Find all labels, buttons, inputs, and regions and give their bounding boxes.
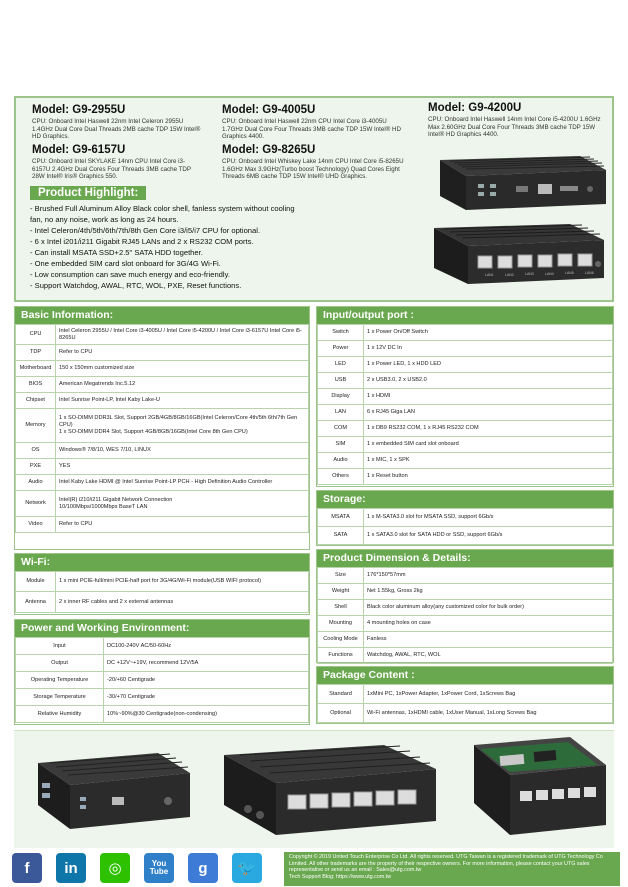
spec-row [318, 389, 613, 405]
spec-key: Input [16, 638, 104, 655]
spec-value: 2 x inner RF cables and 2 x external antennas [56, 592, 309, 613]
dimension-panel [316, 549, 614, 663]
port-label: LAN1 [485, 273, 494, 277]
spec-value: 4 mounting holes on case [364, 616, 613, 632]
spec-row [318, 325, 613, 341]
dimension-table [317, 567, 613, 664]
wifi-title: Wi-Fi: [15, 554, 309, 571]
highlight-item: - One embedded SIM card slot onboard for 3G/4G Wi-Fi. [30, 259, 221, 268]
mini-pc-back-image [420, 222, 610, 296]
spec-key: MSATA [318, 509, 364, 527]
model-name: Model: G9-8265U [222, 144, 316, 156]
model-name: Model: G9-6157U [32, 144, 126, 156]
spec-key: Relative Humidity [16, 706, 104, 723]
spec-value: 1 x MIC, 1 x SPK [364, 453, 613, 469]
spec-row [16, 393, 309, 409]
spec-row [318, 357, 613, 373]
spec-value: Intel Kaby Lake HDMI @ Intel Sunrise Point-LP PCH - High Definition Audio Controller [56, 475, 309, 491]
spec-row [318, 704, 613, 723]
spec-key: Memory [16, 409, 56, 443]
highlight-item: - Low consumption can save much energy and eco-friendly. [30, 270, 230, 279]
spec-value: Net 1.55kg, Gross 2kg [364, 584, 613, 600]
spec-key: Power [318, 341, 364, 357]
highlight-item: - Can install MSATA SSD+2.5" SATA HDD together. [30, 248, 203, 257]
wechat-icon[interactable]: ◎ [100, 853, 130, 883]
basic-info-panel [14, 306, 310, 550]
spec-row [318, 584, 613, 600]
spec-key: COM [318, 421, 364, 437]
highlight-list [30, 203, 360, 291]
spec-row [318, 437, 613, 453]
spec-value: DC +12V~+19V, recommend 12V/5A [104, 655, 309, 672]
spec-key: Standard [318, 685, 364, 704]
spec-key: BIOS [16, 377, 56, 393]
package-table [317, 684, 613, 723]
mini-pc-front-image [420, 148, 610, 218]
spec-row [16, 475, 309, 491]
spec-row [16, 672, 309, 689]
model-name: Model: G9-4200U [428, 102, 522, 114]
spec-value: 1 x embedded SIM card slot onboard [364, 437, 613, 453]
spec-key: Display [318, 389, 364, 405]
spec-row [318, 685, 613, 704]
spec-value: 150 x 150mm customized size [56, 361, 309, 377]
spec-value: 1 x Power On/Off Switch [364, 325, 613, 341]
youtube-icon[interactable]: You Tube [144, 853, 174, 883]
spec-key: Chipset [16, 393, 56, 409]
spec-key: Network [16, 491, 56, 517]
spec-value: DC100-240V AC/50-60Hz [104, 638, 309, 655]
spec-key: TDP [16, 345, 56, 361]
spec-row [318, 616, 613, 632]
spec-key: Video [16, 517, 56, 533]
spec-key: SATA [318, 527, 364, 545]
spec-value: Black color aluminum alloy(any customized color for bulk order) [364, 600, 613, 616]
spec-row [16, 377, 309, 393]
google-plus-icon[interactable]: g [188, 853, 218, 883]
highlight-item: - 6 x Intel i201/i211 Gigabit RJ45 LANs and 2 x RS232 COM ports. [30, 237, 254, 246]
model-desc: CPU: Onboard Intel Haswell 22nm CPU Intel Core i3-4005U 1.7GHz Dual Core Four Threads 3MB cache TDP 15W Intel® HD Graphics 4400. [222, 118, 401, 141]
basic-info-table [15, 324, 309, 533]
spec-row [318, 568, 613, 584]
io-panel [316, 306, 614, 487]
highlight-item: - Brushed Full Aluminum Alloy Black color shell, fanless system without cooling [30, 204, 295, 213]
spec-value: 1 x Reset button [364, 469, 613, 485]
spec-key: LED [318, 357, 364, 373]
spec-value: YES [56, 459, 309, 475]
highlight-title: Product Highlight: [30, 186, 146, 200]
model-desc: CPU: Onboard Intel SKYLAKE 14nm CPU Intel Core i3-6157U 2.4GHz Dual Cores Four Threads 3MB cache TDP 28W Intel® Iris® Graphics 550. [32, 158, 191, 181]
wifi-panel [14, 553, 310, 615]
spec-key: Operating Temperature [16, 672, 104, 689]
spec-key: Module [16, 572, 56, 592]
basic-info-title: Basic Information: [15, 307, 309, 324]
mini-pc-front-photo [28, 743, 196, 839]
port-label: LAN5 [565, 271, 574, 275]
spec-value: American Megatrends Inc.5.12 [56, 377, 309, 393]
spec-key: Others [318, 469, 364, 485]
highlight-item: - Support Watchdog, AWAL, RTC, WOL, PXE, Reset functions. [30, 281, 242, 290]
spec-value: 1 x mini PCIE-full/mini PCIE-half port for 3G/4G/Wi-Fi module(USB WIFI protocol) [56, 572, 309, 592]
spec-row [16, 409, 309, 443]
port-label: LAN2 [505, 273, 514, 277]
spec-key: Storage Temperature [16, 689, 104, 706]
port-label: LAN3 [525, 272, 534, 276]
spec-value: 1 x SO-DIMM DDR3L Slot, Support 2GB/4GB/8GB/16GB(Intel Celeron/Core 4th/5th 6th/7th Gen CPU) 1 x SO-DIMM DDR4 Slot, Support 4GB/8GB/16GB(Intel Core 8th Gen CPU) [56, 409, 309, 443]
model-desc: CPU: Onboard Intel Haswell 14nm Intel Core i5-4200U 1.6GHz Max 2.60GHz Dual Core Four Threads 3MB cache TDP 15W Intel® HD Graphics 4400. [428, 116, 601, 139]
spec-value: 1 x 12V DC In [364, 341, 613, 357]
spec-row [16, 517, 309, 533]
spec-key: USB [318, 373, 364, 389]
spec-value: Refer to CPU [56, 517, 309, 533]
model-name: Model: G9-4005U [222, 104, 316, 116]
spec-value: 1 x HDMI [364, 389, 613, 405]
spec-value: 1 x M-SATA3.0 slot for MSATA SSD, support 6Gb/s [364, 509, 613, 527]
model-g9-6157u [32, 144, 202, 181]
spec-key: Functions [318, 648, 364, 664]
copyright-note [284, 852, 620, 886]
spec-row [16, 592, 309, 613]
spec-key: Motherboard [16, 361, 56, 377]
spec-row [16, 689, 309, 706]
spec-row [318, 509, 613, 527]
dimension-title: Product Dimension & Details: [317, 550, 613, 567]
model-name: Model: G9-2955U [32, 104, 126, 116]
spec-row [16, 345, 309, 361]
package-panel [316, 666, 614, 724]
spec-row [318, 469, 613, 485]
spec-value: 1 x Power LED, 1 x HDD LED [364, 357, 613, 373]
spec-row [318, 648, 613, 664]
mini-pc-lan-photo [204, 739, 444, 843]
spec-row [318, 373, 613, 389]
spec-row [16, 572, 309, 592]
copyright-text: Copyright © 2019 United Touch Enterprise Co Ltd. All rights reserved. UTG Taiwan is a registered trademark of UTG Technology Co Limited. All other trademarks are the property of their respective owners. For more information, please contact your UTG sales representative or send us an email : Sales@utg.com.tw [289, 854, 603, 874]
power-panel [14, 619, 310, 725]
spec-key: Weight [318, 584, 364, 600]
product-photo-strip [14, 730, 614, 848]
spec-row [318, 421, 613, 437]
spec-key: Shell [318, 600, 364, 616]
highlight-item: - Intel Celeron/4th/5th/6th/7th/8th Gen Core i3/i5/i7 CPU for optional. [30, 226, 261, 235]
spec-value: 2 x USB3.0, 2 x USB2.0 [364, 373, 613, 389]
spec-value: Windows® 7/8/10, WES 7/10, LINUX [56, 443, 309, 459]
spec-key: PXE [16, 459, 56, 475]
port-label: LAN4 [545, 272, 554, 276]
wifi-table [15, 571, 309, 613]
spec-value: 1xMini PC, 1xPower Adapter, 1xPower Cord, 1xScrews Bag [364, 685, 613, 704]
spec-row [318, 453, 613, 469]
facebook-icon[interactable]: f [12, 853, 42, 883]
spec-row [16, 443, 309, 459]
storage-title: Storage: [317, 491, 613, 508]
spec-row [16, 491, 309, 517]
spec-row [16, 655, 309, 672]
io-title: Input/output port : [317, 307, 613, 324]
spec-row [16, 706, 309, 723]
spec-key: LAN [318, 405, 364, 421]
spec-value: -20/+60 Centigrade [104, 672, 309, 689]
spec-key: Output [16, 655, 104, 672]
spec-value: 10%~90%@30 Centigrade(non-condensing) [104, 706, 309, 723]
io-table [317, 324, 613, 485]
spec-row [318, 600, 613, 616]
spec-key: SIM [318, 437, 364, 453]
spec-row [318, 341, 613, 357]
support-blog-link[interactable]: Tech Support Blog: https://www.utg.com.tw [289, 873, 392, 880]
storage-table [317, 508, 613, 545]
spec-key: Size [318, 568, 364, 584]
spec-value: Intel Sunrise Point-LP, Intel Kaby Lake-U [56, 393, 309, 409]
spec-value: 1 x DB9 RS232 COM, 1 x RJ45 RS232 COM [364, 421, 613, 437]
spec-key: CPU [16, 325, 56, 345]
spec-key: Audio [318, 453, 364, 469]
package-title: Package Content : [317, 667, 613, 684]
mini-pc-internal-photo [470, 735, 610, 843]
twitter-icon[interactable]: 🐦 [232, 853, 262, 883]
model-desc: CPU: Onboard Intel Whiskey Lake 14nm CPU Intel Core i5-8265U 1.6GHz Max 3.9GHz(Turbo boost Technology) Quad Cores Eight Threads 6MB cache TDP 15W Intel® UHD Graphics. [222, 158, 404, 181]
spec-row [318, 405, 613, 421]
spec-row [16, 638, 309, 655]
spec-value: 176*150*57mm [364, 568, 613, 584]
spec-value: 1 x SATA3.0 slot for SATA HDD or SSD, support 6Gb/s [364, 527, 613, 545]
model-desc: CPU: Onboard Intel Haswell 22nm Intel Celeron 2955U 1.4GHz Dual Core Dual Threads 2MB cache TDP 15W Intel® HD Graphics. [32, 118, 201, 141]
linkedin-icon[interactable]: in [56, 853, 86, 883]
spec-key: OS [16, 443, 56, 459]
spec-row [16, 459, 309, 475]
spec-row [16, 361, 309, 377]
spec-value: 6 x RJ45 Giga LAN [364, 405, 613, 421]
model-g9-2955u [32, 104, 202, 141]
spec-key: Cooling Mode [318, 632, 364, 648]
storage-panel [316, 490, 614, 546]
spec-key: Switch [318, 325, 364, 341]
model-g9-4005u [222, 104, 406, 141]
spec-value: Intel(R) i210/i211 Gigabit Network Connection 10/100Mbps/1000Mbps BaseT LAN [56, 491, 309, 517]
spec-row [318, 527, 613, 545]
port-label: LAN6 [585, 271, 594, 275]
spec-key: Optional [318, 704, 364, 723]
spec-key: Mounting [318, 616, 364, 632]
spec-value: Wi-Fi antennas, 1xHDMI cable, 1xUser Manual, 1xLong Screws Bag [364, 704, 613, 723]
model-g9-4200u [428, 102, 608, 139]
power-title: Power and Working Environment: [15, 620, 309, 637]
model-g9-8265u [222, 144, 412, 181]
top-blank-band [0, 0, 628, 92]
highlight-item: fan, no any noise, work as long as 24 hours. [30, 215, 179, 224]
spec-value: Intel Celeron 2955U / Intel Core i3-4005U / Intel Core i5-4200U / Intel Core i3-6157U Intel Core i5-8265U [56, 325, 309, 345]
spec-value: Refer to CPU [56, 345, 309, 361]
spec-key: Audio [16, 475, 56, 491]
spec-value: Fanless [364, 632, 613, 648]
power-table [15, 637, 309, 723]
spec-value: Watchdog, AWAL, RTC, WOL [364, 648, 613, 664]
spec-row [318, 632, 613, 648]
spec-row [16, 325, 309, 345]
spec-key: Antenna [16, 592, 56, 613]
spec-value: -30/+70 Centigrade [104, 689, 309, 706]
